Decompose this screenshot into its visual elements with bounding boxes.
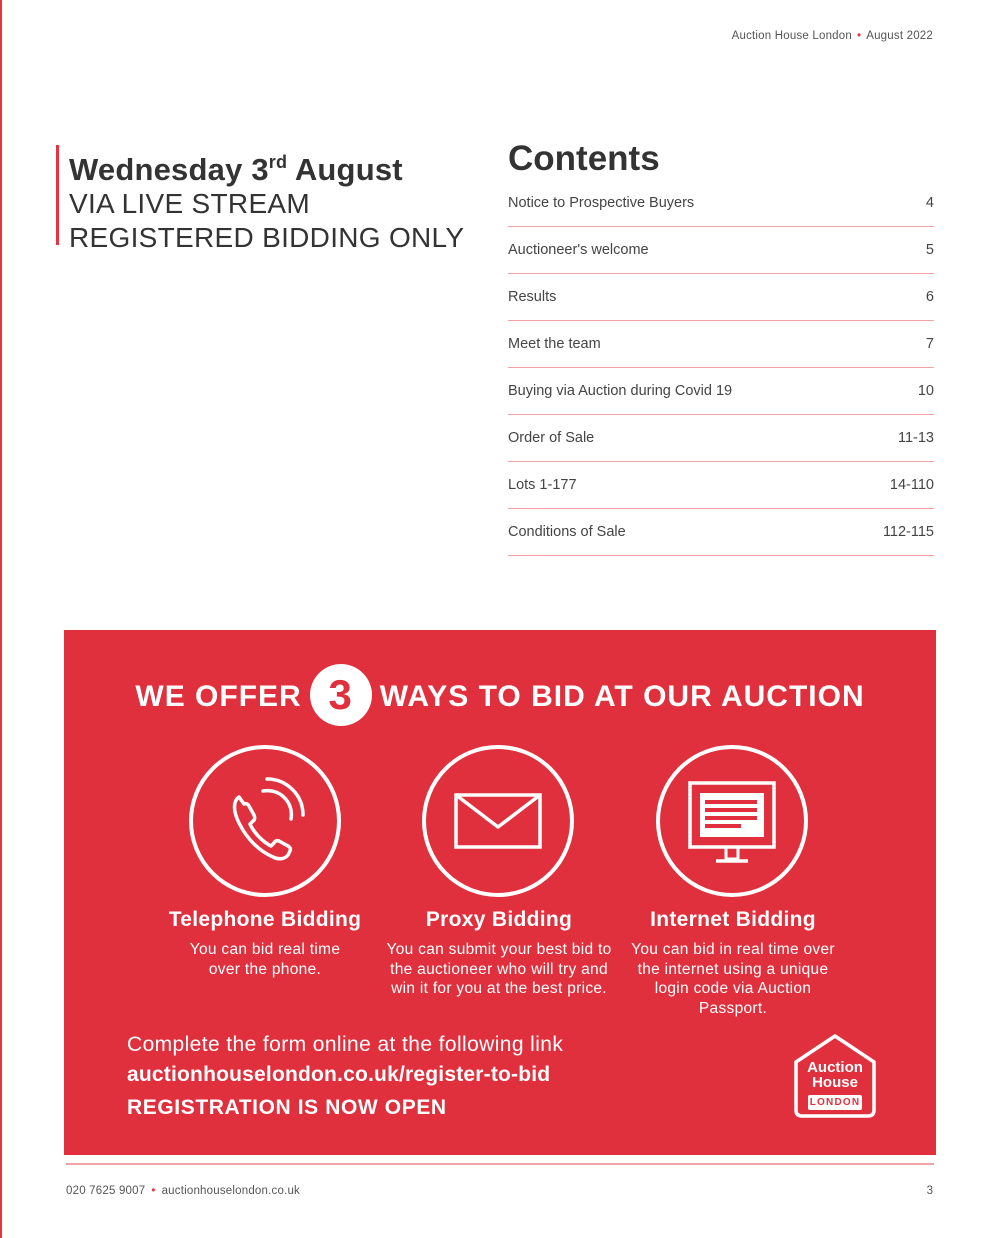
auction-house-logo: [792, 1032, 878, 1118]
logo-badge: LONDON: [809, 1097, 861, 1108]
envelope-icon: [422, 745, 574, 897]
toc-label: Buying via Auction during Covid 19: [508, 383, 733, 399]
register-link[interactable]: auctionhouselondon.co.uk/register-to-bid: [127, 1063, 551, 1086]
page-edge-rule: [0, 0, 2, 1238]
toc-page: 11-13: [897, 430, 934, 446]
banner-title: [64, 670, 936, 726]
footer-separator: •: [151, 1185, 156, 1197]
internet-bidding-title: Internet Bidding: [650, 908, 816, 931]
header-publisher: Auction House London: [731, 30, 852, 42]
footer-website[interactable]: auctionhouselondon.co.uk: [161, 1185, 301, 1197]
telephone-bidding-desc: You can bid real time over the phone.: [189, 941, 341, 978]
phone-icon: [189, 745, 341, 897]
page-header: [732, 30, 933, 42]
toc-item[interactable]: [508, 368, 934, 415]
event-month: August: [287, 152, 403, 187]
page-number: 3: [926, 1185, 933, 1197]
banner-title-pre: WE OFFER: [135, 679, 302, 713]
toc-page: 112-115: [882, 524, 934, 540]
event-day: Wednesday 3: [69, 152, 269, 187]
toc-page: 14-110: [889, 477, 934, 493]
toc-item[interactable]: [508, 509, 934, 556]
contents-title: Contents: [508, 139, 660, 178]
toc-item[interactable]: [508, 415, 934, 462]
registration-open-text: REGISTRATION IS NOW OPEN: [127, 1096, 447, 1119]
toc-page: 6: [925, 289, 934, 305]
toc-page: 7: [925, 336, 934, 352]
logo-line1: Auction: [807, 1059, 863, 1076]
footer-phone[interactable]: 020 7625 9007: [66, 1185, 146, 1197]
toc-label: Auctioneer's welcome: [508, 242, 649, 258]
proxy-bidding-desc: You can submit your best bid to the auctioneer who will try and win it for you at the best price.: [386, 941, 612, 997]
toc-label: Lots 1-177: [508, 477, 577, 493]
monitor-icon: [656, 745, 808, 897]
event-date: [69, 145, 464, 187]
event-ordinal: rd: [268, 152, 288, 172]
cta-lead-text: Complete the form online at the following link: [127, 1033, 564, 1056]
banner-number-badge: 3: [310, 664, 372, 726]
logo-line2: House: [812, 1074, 858, 1091]
toc-item[interactable]: [508, 180, 934, 227]
toc-item[interactable]: [508, 274, 934, 321]
toc-page: 10: [917, 383, 934, 399]
internet-bidding-desc: You can bid in real time over the internet using a unique login code via Auction Passport.: [631, 941, 835, 1017]
toc-page: 5: [925, 242, 934, 258]
header-separator: •: [856, 30, 862, 42]
banner-title-post: WAYS TO BID AT OUR AUCTION: [379, 679, 865, 713]
telephone-bidding-title: Telephone Bidding: [168, 908, 362, 931]
bidding-options-banner: [64, 630, 936, 1155]
footer-divider: [66, 1163, 934, 1165]
contents-section: [508, 138, 934, 556]
footer-contact: [66, 1185, 300, 1197]
auction-event-block: [56, 145, 465, 253]
toc-item[interactable]: [508, 227, 934, 274]
toc-item[interactable]: [508, 462, 934, 509]
toc-label: Order of Sale: [508, 430, 595, 446]
toc-label: Notice to Prospective Buyers: [508, 195, 695, 211]
proxy-bidding-title: Proxy Bidding: [425, 908, 573, 931]
toc-label: Meet the team: [508, 336, 601, 352]
event-registration: REGISTERED BIDDING ONLY: [69, 222, 465, 253]
event-mode: VIA LIVE STREAM: [69, 188, 311, 219]
toc-item[interactable]: [508, 321, 934, 368]
header-date: August 2022: [866, 30, 933, 42]
toc-page: 4: [925, 195, 934, 211]
toc-label: Results: [508, 289, 557, 305]
toc-label: Conditions of Sale: [508, 524, 626, 540]
